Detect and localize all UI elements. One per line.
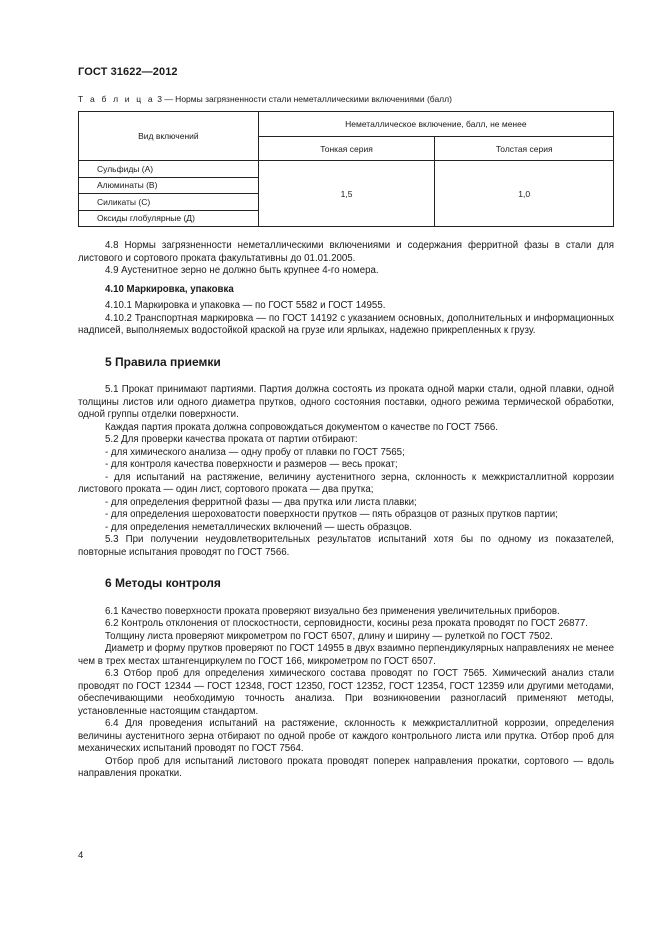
inclusions-table: [78, 111, 614, 227]
list-item: - для определения неметаллических включений — шесть образцов.: [105, 521, 412, 533]
paragraph-6-3: 6.3 Отбор проб для определения химического состава проводят по ГОСТ 7565. Химический анализ стали проводят по ГОСТ 12344 — ГОСТ 12348, ГОСТ 12350, ГОСТ 12352, ГОСТ 12354, ГОСТ 12359 или другими методами, обеспечивающими необходимую точность анализа. При возникновении разногласий применяют методы, установленные настоящим стандартом.: [78, 668, 614, 717]
page-number: 4: [78, 850, 84, 861]
table-row-label: Сульфиды (А): [79, 161, 259, 178]
paragraph-6-4-continued: Отбор проб для испытаний листового проката проводят поперек направления прокатки, сортового — вдоль направления прокатки.: [78, 755, 614, 779]
paragraph-4-10-1: 4.10.1 Маркировка и упаковка — по ГОСТ 5582 и ГОСТ 14955.: [105, 300, 386, 311]
table-caption-prefix: Т а б л и ц а: [78, 94, 155, 104]
paragraph-6-2-diameter: Диаметр и форму прутков проверяют по ГОСТ 14955 в двух взаимно перпендикулярных направлениях не менее чем в трех местах штангенциркулем по ГОСТ 166, микрометром по ГОСТ 6507.: [78, 643, 614, 667]
section-heading-6: 6 Методы контроля: [105, 576, 221, 590]
paragraph-6-2: 6.2 Контроль отклонения от плоскостности, серповидности, косины реза проката проводят по ГОСТ 26877.: [105, 618, 588, 629]
paragraph-6-4: 6.4 Для проведения испытаний на растяжение, склонность к межкристаллитной коррозии, определения величины аустенитного зерна отбирают по одной пробе от каждого контрольного листа или прутка. Отбор проб для механических испытаний проводят по ГОСТ 7564.: [78, 718, 614, 754]
subsection-heading-4-10: 4.10 Маркировка, упаковка: [105, 283, 234, 295]
list-item: - для испытаний на растяжение, величину аустенитного зерна, склонность к межкристаллитной коррозии листового проката — один лист, сортового проката — два прутка;: [78, 471, 614, 495]
paragraph-4-8: 4.8 Нормы загрязненности неметаллическими включениями и содержания ферритной фазы в стали для листового и сортового проката факультативны до 01.01.2005.: [78, 240, 614, 264]
table-row-label: Силикаты (С): [79, 194, 259, 211]
list-item: - для контроля качества поверхности и размеров — весь прокат;: [105, 459, 398, 470]
value-thick: 1,0: [435, 161, 614, 227]
section-heading-5: 5 Правила приемки: [105, 354, 221, 369]
document-header: ГОСТ 31622—2012: [78, 66, 178, 78]
table-caption-text: 3 — Нормы загрязненности стали неметаллическими включениями (балл): [154, 94, 452, 104]
paragraph-4-10-2: 4.10.2 Транспортная маркировка — по ГОСТ 14192 с указанием основных, дополнительных и информационных надписей, выполняемых водостойкой краской на грузе или ярлыках, надежно прикрепленных к грузу.: [78, 312, 614, 336]
value-thin: 1,5: [258, 161, 435, 227]
paragraph-6-1: 6.1 Качество поверхности проката проверяют визуально без применения увеличительных приборов.: [105, 605, 560, 617]
list-item: - для химического анализа — одну пробу от плавки по ГОСТ 7565;: [105, 446, 405, 458]
list-item: - для определения шероховатости поверхности прутков — пять образцов от разных прутков партии;: [105, 509, 558, 520]
paragraph-5-1: 5.1 Прокат принимают партиями. Партия должна состоять из проката одной марки стали, одной плавки, одной толщины листов или одного диаметра прутков, одного состояния поставки, одного режима термической обработки, одной группы отделки поверхности.: [78, 384, 614, 420]
list-item: - для определения ферритной фазы — два прутка или листа плавки;: [105, 496, 417, 508]
table-row-label: Оксиды глобулярные (Д): [79, 210, 259, 227]
table-caption: [78, 94, 452, 104]
paragraph-5-2: 5.2 Для проверки качества проката от партии отбирают:: [105, 434, 358, 445]
col-header-thin: Тонкая серия: [258, 137, 435, 161]
document-body: [78, 240, 614, 781]
paragraph-5-1-continued: Каждая партия проката должна сопровождаться документом о качестве по ГОСТ 7566.: [105, 421, 498, 433]
paragraph-4-9: 4.9 Аустенитное зерно не должно быть крупнее 4-го номера.: [105, 265, 379, 276]
col-header-group: Неметаллическое включение, балл, не менее: [258, 112, 613, 137]
col-header-thick: Толстая серия: [435, 137, 614, 161]
paragraph-6-2-thickness: Толщину листа проверяют микрометром по ГОСТ 6507, длину и ширину — рулеткой по ГОСТ 7502.: [105, 630, 553, 642]
table-row-label: Алюминаты (В): [79, 177, 259, 194]
col-header-type: Вид включений: [79, 112, 259, 161]
paragraph-5-3: 5.3 При получении неудовлетворительных результатов испытаний хотя бы по одному из показателей, повторные испытания проводят по ГОСТ 7566.: [78, 534, 614, 558]
